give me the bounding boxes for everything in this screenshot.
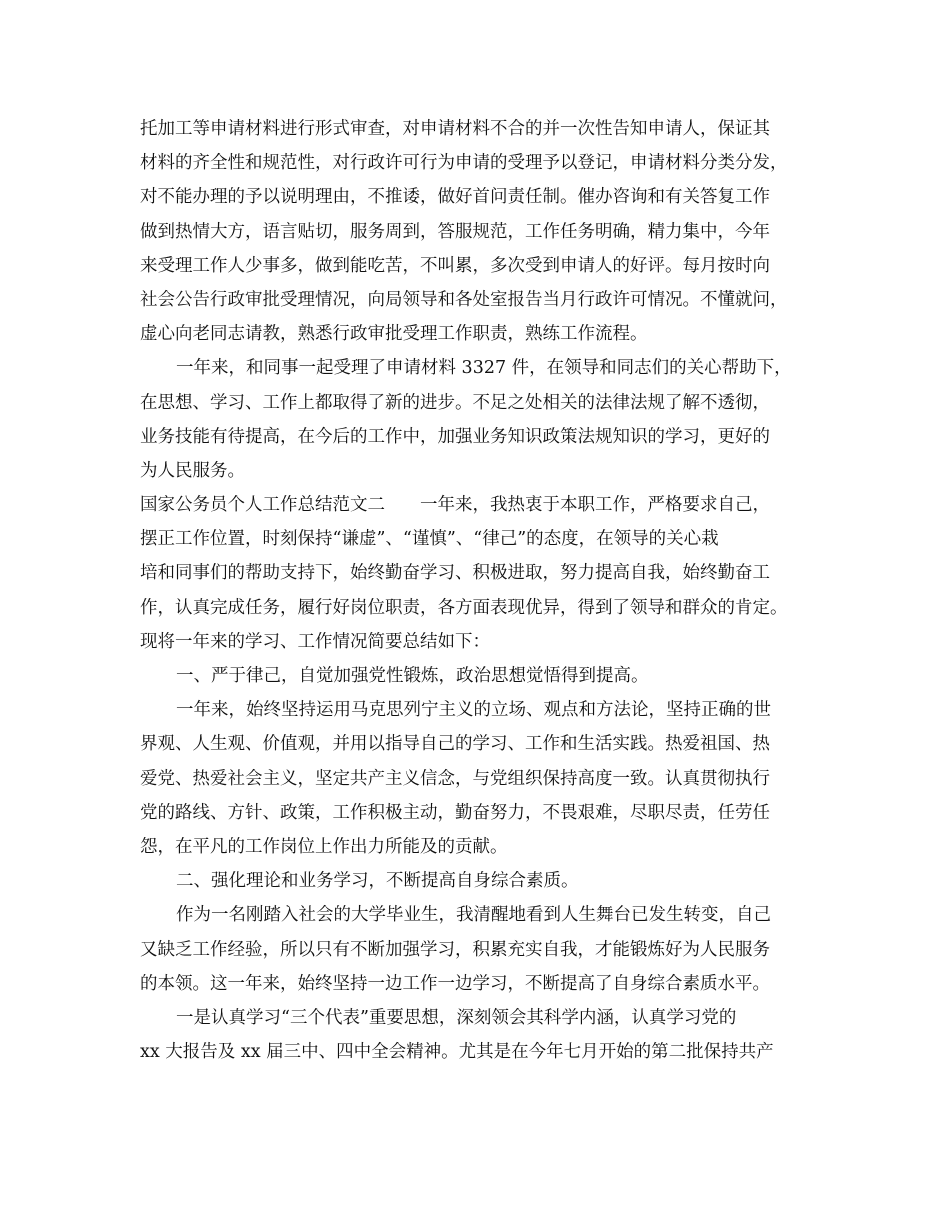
text-line: 一是认真学习“三个代表”重要思想，深刻领会其科学内涵，认真学习党的 [176,1007,737,1028]
text-line: 界观、人生观、价值观，并用以指导自己的学习、工作和生活实践。热爱祖国、热 [140,734,770,755]
text-line: 一、严于律己，自觉加强党性锻炼，政治思想觉悟得到提高。 [176,666,649,686]
text-line: 材料的齐全性和规范性，对行政许可行为申请的受理予以登记，申请材料分类分发， [140,153,788,174]
text-line: 国家公务员个人工作总结范文二 一年来，我热衷于本职工作，严格要求自己， [140,495,770,516]
text-line: 的本领。这一年来，始终坚持一边工作一边学习，不断提高了自身综合素质水平。 [140,973,770,994]
text-line: 又缺乏工作经验，所以只有不断加强学习，积累充实自我，才能锻炼好为人民服务 [140,939,770,960]
text-line: 作，认真完成任务，履行好岗位职责，各方面表现优异，得到了领导和群众的肯定。 [140,597,788,618]
text-line: 怨，在平凡的工作岗位上作出力所能及的贡献。 [140,836,508,857]
text-line: 社会公告行政审批受理情况，向局领导和各处室报告当月行政许可情况。不懂就问， [140,289,788,310]
text-line: 作为一名刚踏入社会的大学毕业生，我清醒地看到人生舞台已发生转变，自己 [176,905,771,926]
text-line: 现将一年来的学习、工作情况简要总结如下： [140,631,490,652]
text-line: 业务技能有待提高，在今后的工作中，加强业务知识政策法规知识的学习，更好的 [140,426,770,447]
text-line: 党的路线、方针、政策，工作积极主动，勤奋努力，不畏艰难，尽职尽责，任劳任 [140,802,770,823]
text-line: 在思想、学习、工作上都取得了新的进步。不足之处相关的法律法规了解不透彻， [140,392,770,413]
text-line: 培和同事们的帮助支持下，始终勤奋学习、积极进取，努力提高自我，始终勤奋工 [140,563,770,584]
text-line: 爱党、热爱社会主义，坚定共产主义信念，与党组织保持高度一致。认真贯彻执行 [140,768,770,789]
text-line: 为人民服务。 [140,460,245,481]
text-line: 摆正工作位置，时刻保持“谦虚”、“谨慎”、“律己”的态度，在领导的关心栽 [140,529,719,550]
text-line: 虚心向老同志请教，熟悉行政审批受理工作职责，熟练工作流程。 [140,324,648,345]
text-line: 二、强化理论和业务学习，不断提高自身综合素质。 [176,871,579,892]
text-line: 做到热情大方，语言贴切，服务周到，答服规范，工作任务明确，精力集中，今年 [140,221,770,242]
document-body [140,112,830,1069]
text-line: 一年来，和同事一起受理了申请材料 3327 件，在领导和同志们的关心帮助下， [176,358,792,379]
text-line: 一年来，始终坚持运用马克思列宁主义的立场、观点和方法论，坚持正确的世 [176,700,771,721]
text-line: 托加工等申请材料进行形式审查，对申请材料不合的并一次性告知申请人，保证其 [140,119,770,139]
text-line: xx 大报告及 xx 届三中、四中全会精神。尤其是在今年七月开始的第二批保持共产 [140,1042,774,1063]
text-line: 对不能办理的予以说明理由，不推诿，做好首问责任制。催办咨询和有关答复工作 [140,187,770,208]
text-line: 来受理工作人少事多，做到能吃苦，不叫累，多次受到申请人的好评。每月按时向 [140,255,770,276]
